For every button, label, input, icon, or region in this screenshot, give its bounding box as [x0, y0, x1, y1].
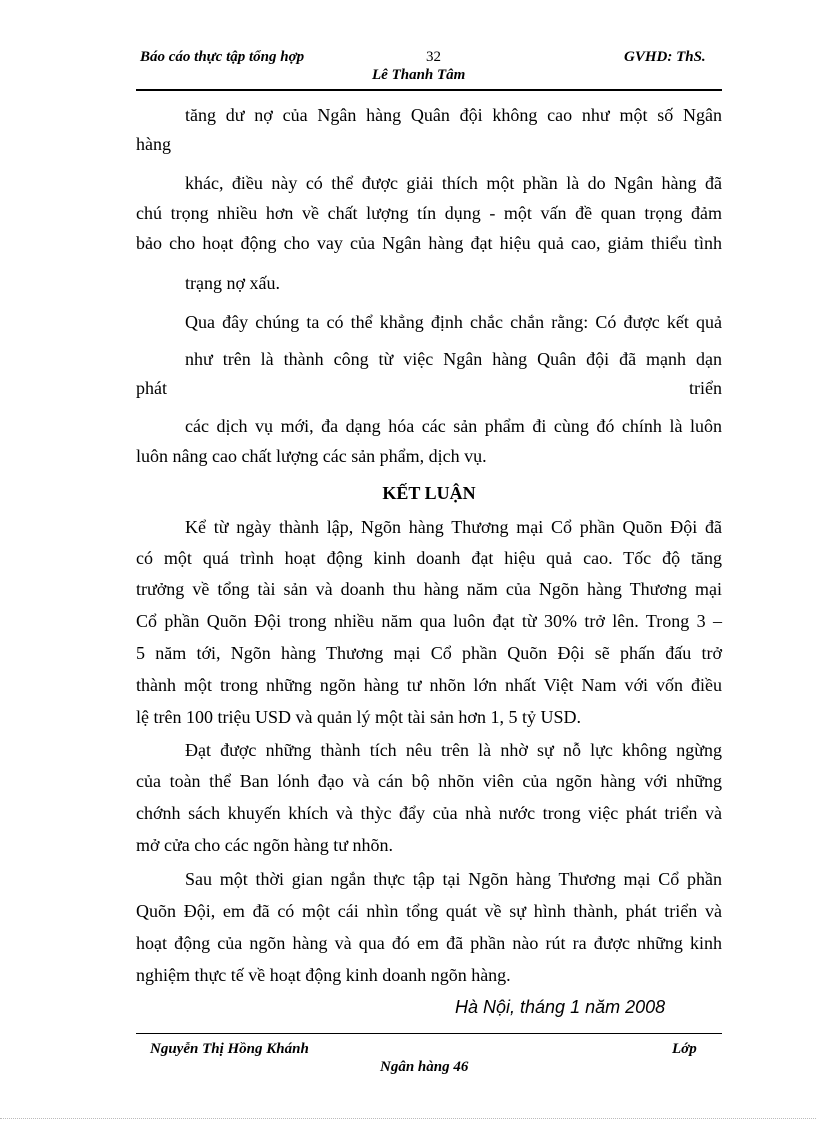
author-name: Nguyễn Thị Hồng Khánh	[150, 1041, 309, 1057]
class-label: Lớp	[672, 1041, 697, 1057]
text-line: Qua đây chúng ta có thể khẳng định chắc chắn rằng: Có được kết quả	[185, 312, 722, 332]
text-line: hoạt động của ngõn hàng và qua đó em đã phần nào rút ra được những kinh	[136, 933, 722, 953]
text-line: luôn nâng cao chất lượng các sản phẩm, dịch vụ.	[136, 446, 487, 466]
text-line: Quõn Đội, em đã có một cái nhìn tổng quát về sự hình thành, phát triển và	[136, 901, 722, 921]
advisor-name: Lê Thanh Tâm	[372, 67, 466, 83]
page-edge	[0, 1118, 816, 1119]
text-line: lệ trên 100 triệu USD và quản lý một tài sản hơn 1, 5 tỷ USD.	[136, 707, 581, 727]
text-line: Đạt được những thành tích nêu trên là nhờ sự nỗ lực không ngừng	[185, 740, 722, 760]
class-name: Ngân hàng 46	[380, 1059, 469, 1075]
text-line: các dịch vụ mới, đa dạng hóa các sản phẩm đi cùng đó chính là luôn	[185, 416, 722, 436]
text-line: mở cửa cho các ngõn hàng tư nhõn.	[136, 835, 393, 855]
text-line: bảo cho hoạt động cho vay của Ngân hàng đạt hiệu quả cao, giảm thiểu tình	[136, 233, 722, 253]
footer-divider	[136, 1033, 722, 1034]
advisor-label: GVHD: ThS.	[624, 49, 706, 65]
place-date: Hà Nội, tháng 1 năm 2008	[455, 997, 666, 1017]
text-line: của toàn thể Ban lónh đạo và cán bộ nhõn viên của ngõn hàng với những	[136, 771, 722, 791]
text-line: thành một trong những ngõn hàng tư nhõn lớn nhất Việt Nam với vốn điều	[136, 675, 722, 695]
text-line: triển	[689, 378, 722, 398]
text-line: có một quá trình hoạt động kinh doanh đạt hiệu quả cao. Tốc độ tăng	[136, 548, 722, 568]
conclusion-heading: KẾT LUẬN	[382, 483, 476, 503]
header-divider	[136, 89, 722, 91]
text-line: Cổ phần Quõn Đội trong nhiều năm qua luôn đạt từ 30% trở lên. Trong 3 –	[136, 611, 722, 631]
text-line: tăng dư nợ của Ngân hàng Quân đội không cao như một số Ngân	[185, 105, 722, 125]
text-line: chú trọng nhiều hơn về chất lượng tín dụng - một vấn đề quan trọng đảm	[136, 203, 722, 223]
report-title: Báo cáo thực tập tổng hợp	[140, 49, 305, 65]
text-line: phát	[136, 378, 167, 398]
page-number: 32	[426, 49, 441, 65]
text-line: nghiệm thực tế về hoạt động kinh doanh ngõn hàng.	[136, 965, 511, 985]
text-line: hàng	[136, 134, 171, 154]
text-line: Kể từ ngày thành lập, Ngõn hàng Thương mại Cổ phần Quõn Đội đã	[185, 517, 722, 537]
text-line: Sau một thời gian ngắn thực tập tại Ngõn hàng Thương mại Cổ phần	[185, 869, 722, 889]
text-line: 5 năm tới, Ngõn hàng Thương mại Cổ phần Quõn Đội sẽ phấn đấu trở	[136, 643, 722, 663]
text-line: trưởng về tổng tài sản và doanh thu hàng năm của Ngõn hàng Thương mại	[136, 579, 722, 599]
text-line: như trên là thành công từ việc Ngân hàng Quân đội đã mạnh dạn	[185, 349, 722, 369]
text-line: trạng nợ xấu.	[185, 273, 280, 293]
text-line: chớnh sách khuyến khích và thỳc đẩy của nhà nước trong việc phát triển và	[136, 803, 722, 823]
text-line: khác, điều này có thể được giải thích một phần là do Ngân hàng đã	[185, 173, 722, 193]
